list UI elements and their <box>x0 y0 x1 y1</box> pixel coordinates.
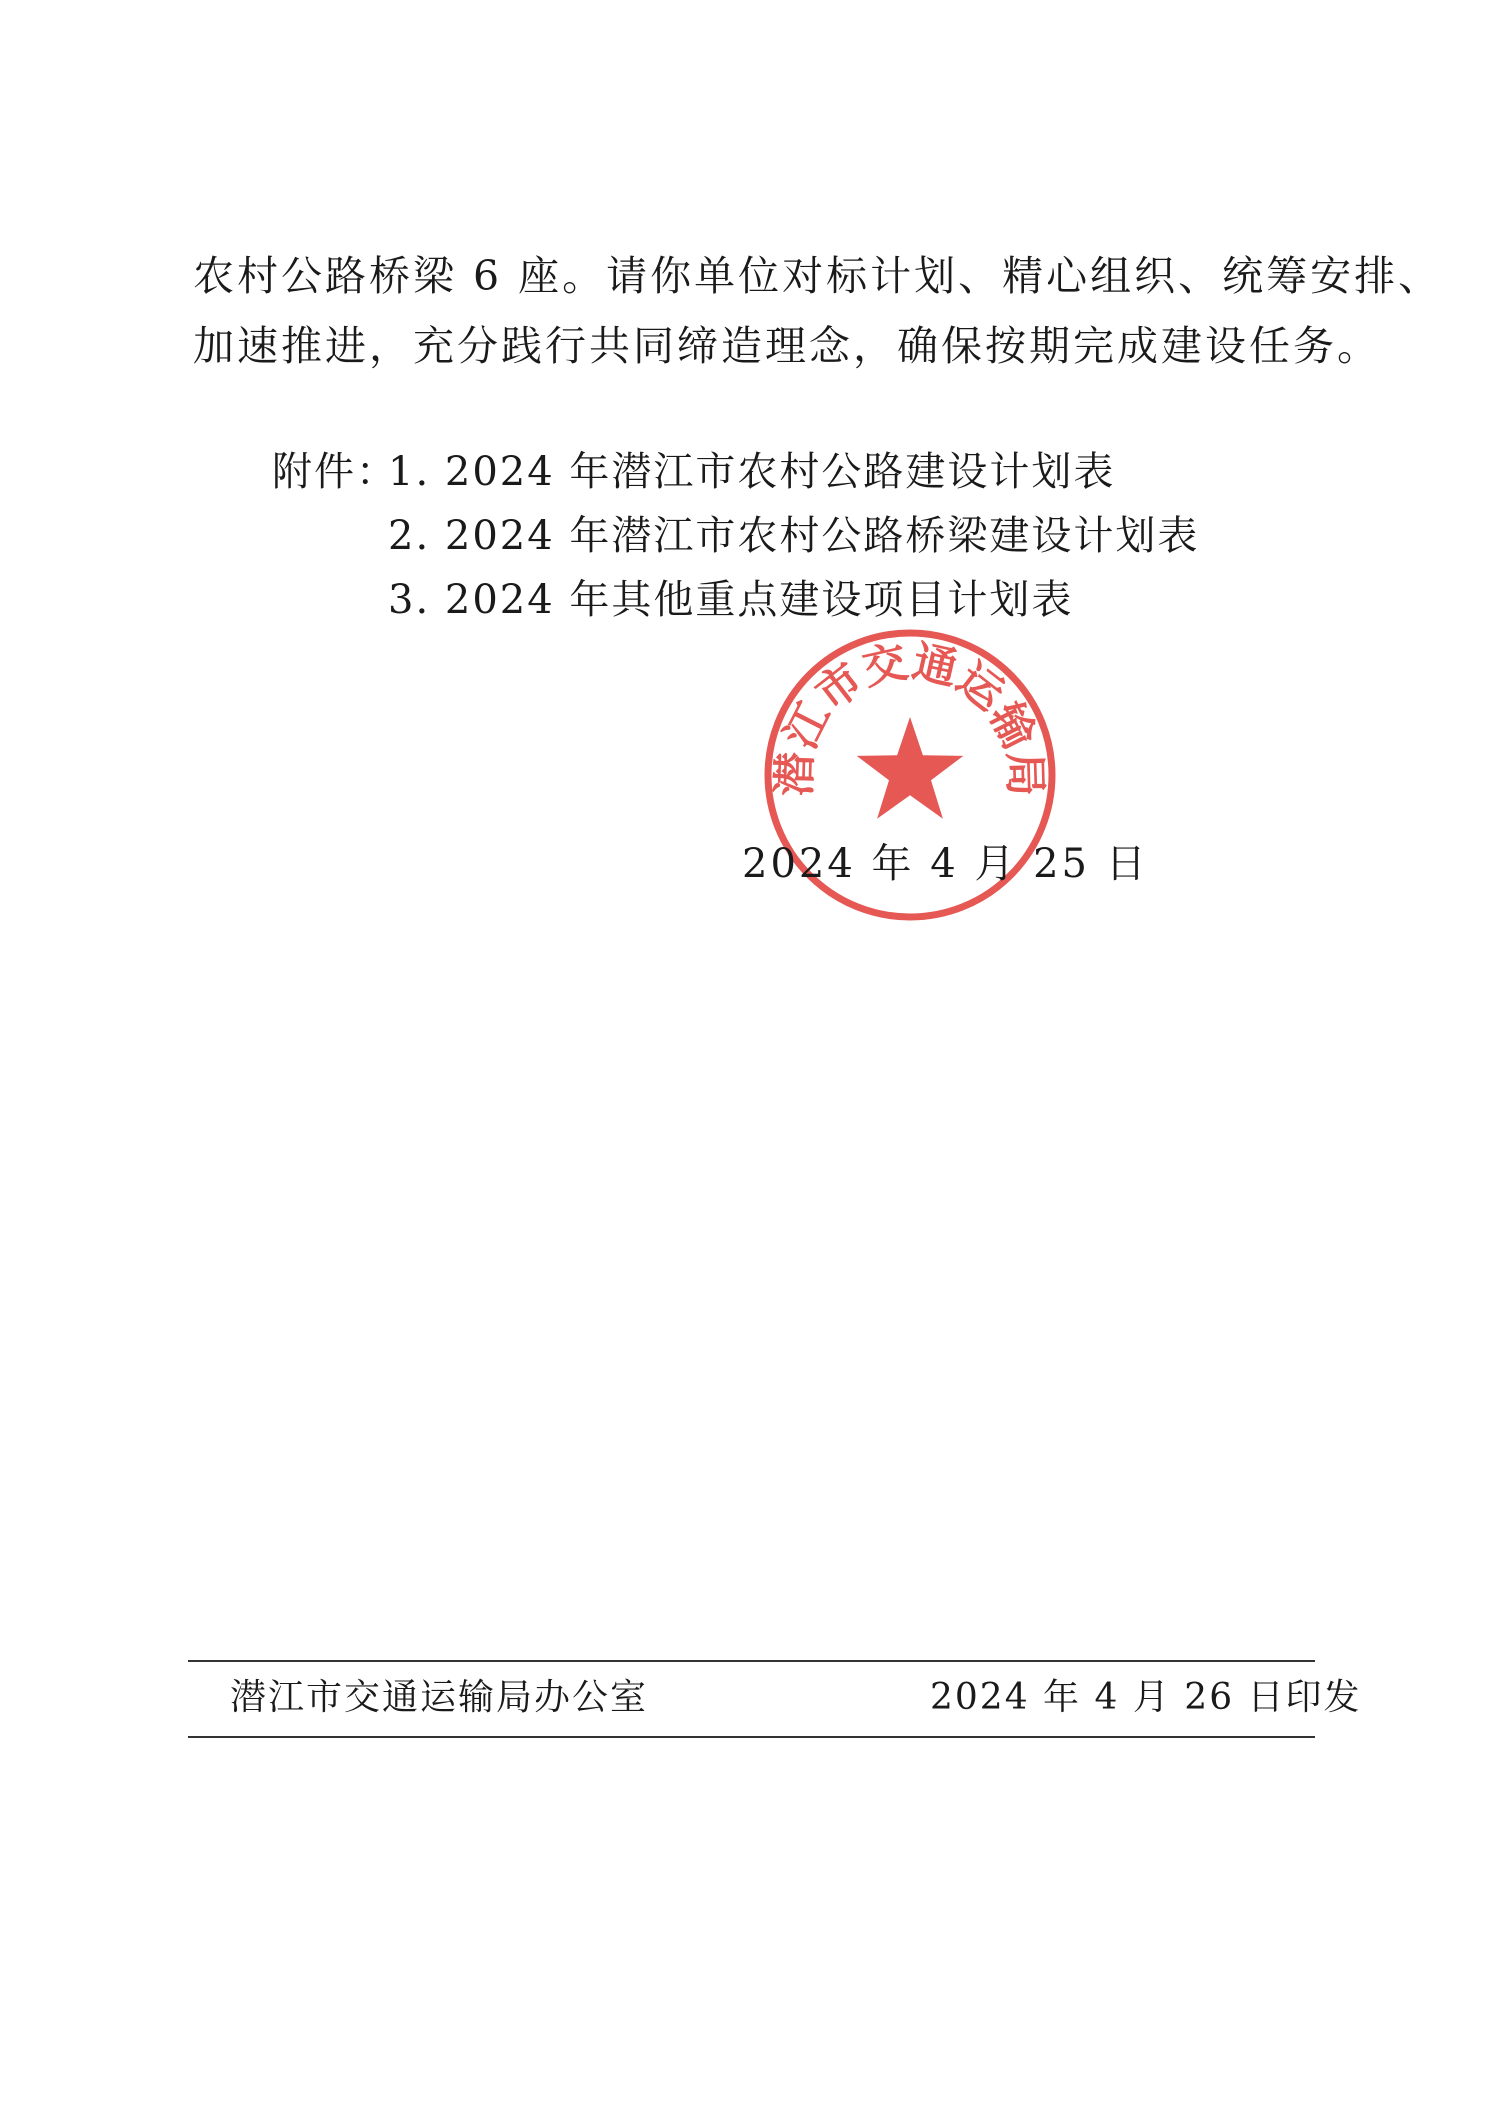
signature-date: 2024 年 4 月 25 日 <box>742 841 1149 887</box>
footer-rule-top <box>188 1660 1315 1662</box>
body-text-line-1: 农村公路桥梁 6 座。请你单位对标计划、精心组织、统筹安排、 <box>193 252 1443 300</box>
attachment-item-1: 1. 2024 年潜江市农村公路建设计划表 <box>388 449 1116 495</box>
body-text-line-2: 加速推进，充分践行共同缔造理念，确保按期完成建设任务。 <box>193 322 1381 370</box>
footer-issuer: 潜江市交通运输局办公室 <box>230 1677 649 1718</box>
attachments-label: 附件： <box>272 449 398 495</box>
footer-issued-date: 2024 年 4 月 26 日印发 <box>930 1677 1362 1718</box>
seal-star-icon <box>857 717 964 819</box>
seal-text: 潜江市交通运输局 <box>769 636 1051 797</box>
attachment-item-3: 3. 2024 年其他重点建设项目计划表 <box>388 577 1074 623</box>
footer-rule-bottom <box>188 1736 1315 1738</box>
attachment-item-2: 2. 2024 年潜江市农村公路桥梁建设计划表 <box>388 513 1200 559</box>
